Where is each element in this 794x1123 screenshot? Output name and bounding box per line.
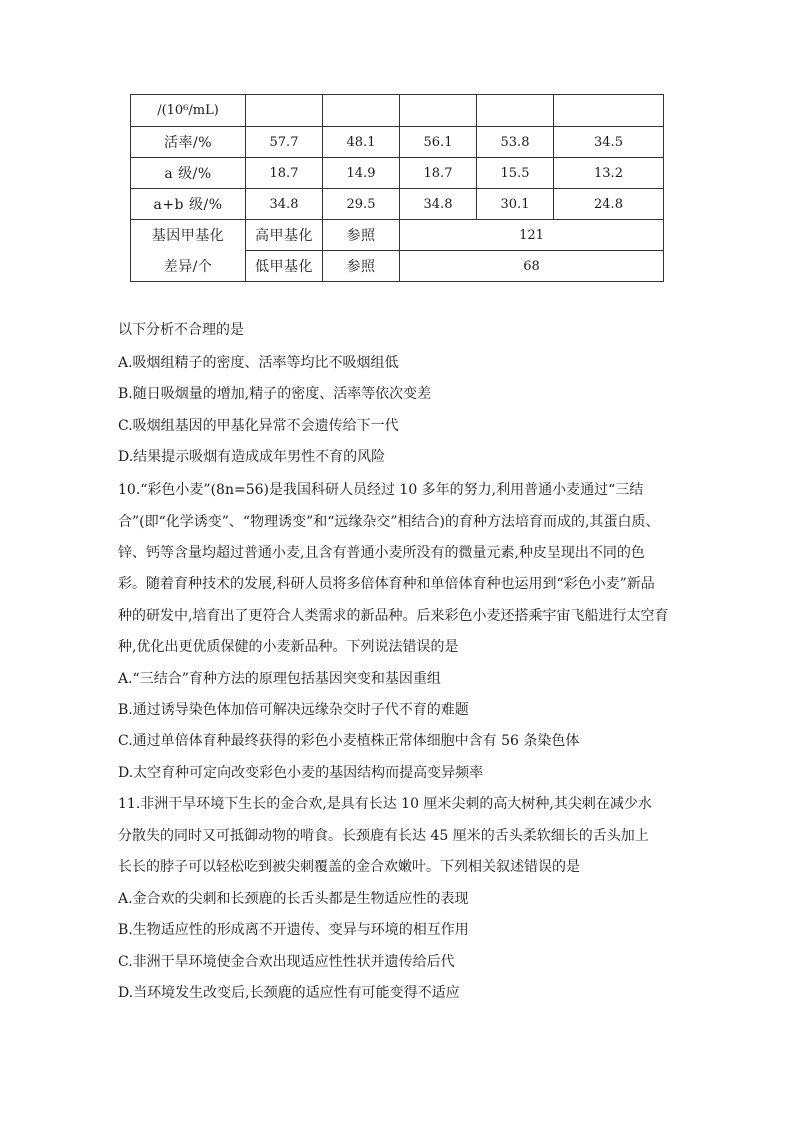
table-row-viability [131,127,664,158]
table-cell: 34.8 [246,189,323,220]
q10-stem-line: 锌、钙等含量均超过普通小麦,且含有普通小麦所没有的微量元素,种皮呈现出不同的色 [118,545,645,561]
table-cell: 15.5 [477,158,554,189]
q10-stem-line: 种,优化出更优质保健的小麦新品种。下列说法错误的是 [118,639,459,655]
row-label: a 级/% [131,158,246,189]
table-cell: 18.7 [246,158,323,189]
table-row-grade-ab [131,189,664,220]
table-cell: 53.8 [477,127,554,158]
q11-option-a: A.金合欢的尖刺和长颈鹿的长舌头都是生物适应性的表现 [118,891,469,907]
sperm-data-table [130,94,664,282]
table-cell: 57.7 [246,127,323,158]
table-cell: 参照 [323,220,400,251]
table-row-meth-low [131,251,664,282]
table-cell: 低甲基化 [246,251,323,282]
row-label: /(10⁶/mL) [131,95,246,127]
q10-stem-line: 合”(即“化学诱变”、“物理诱变”和“远缘杂交”相结合)的育种方法培育而成的,其蛋白质、 [118,514,660,530]
q10-option-c: C.通过单倍体育种最终获得的彩色小麦植株正常体细胞中含有 56 条染色体 [118,733,580,749]
q11-option-d: D.当环境发生改变后,长颈鹿的适应性有可能变得不适应 [118,985,460,1001]
q11-stem-line: 11.非洲干旱环境下生长的金合欢,是具有长达 10 厘米尖刺的高大树种,其尖刺在减少水 [118,796,652,812]
q10-option-d: D.太空育种可定向改变彩色小麦的基因结构而提高变异频率 [118,765,484,781]
q11-option-c: C.非洲干旱环境使金合欢出现适应性性状并遗传给后代 [118,954,455,970]
q10-stem-line: 彩。随着育种技术的发展,科研人员将多倍体育种和单倍体育种也运用到“彩色小麦”新品 [118,576,655,592]
q11-option-b: B.生物适应性的形成离不开遗传、变异与环境的相互作用 [118,922,469,938]
q10-option-b: B.通过诱导染色体加倍可解决远缘杂交时子代不育的难题 [118,702,469,718]
table-row-meth-high [131,220,664,251]
table-cell: 18.7 [400,158,477,189]
q9-stem: 以下分析不合理的是 [118,322,244,338]
q10-stem-line: 种的研发中,培育出了更符合人类需求的新品种。后来彩色小麦还搭乘宇宙飞船进行太空育 [118,608,669,624]
table-cell: 14.9 [323,158,400,189]
table-cell: 24.8 [554,189,664,220]
table-cell: 30.1 [477,189,554,220]
q9-option-b: B.随日吸烟量的增加,精子的密度、活率等依次变差 [118,386,432,402]
q9-option-d: D.结果提示吸烟有造成成年男性不育的风险 [118,449,386,465]
table-cell: 29.5 [323,189,400,220]
table-cell: 121 [400,220,664,251]
q11-stem-line: 分散失的同时又可抵御动物的啃食。长颈鹿有长达 45 厘米的舌头柔软细长的舌头加上 [118,828,649,844]
row-label: 差异/个 [131,251,246,282]
table-cell: 34.8 [400,189,477,220]
table-cell: 68 [400,251,664,282]
q9-option-a: A.吸烟组精子的密度、活率等均比不吸烟组低 [118,355,399,371]
q10-option-a: A.“三结合”育种方法的原理包括基因突变和基因重组 [118,671,441,687]
table-row-grade-a [131,158,664,189]
q9-option-c: C.吸烟组基因的甲基化异常不会遗传给下一代 [118,418,399,434]
table-row-density [131,95,664,127]
table-cell: 48.1 [323,127,400,158]
table-cell: 56.1 [400,127,477,158]
table-cell: 13.2 [554,158,664,189]
table-cell: 34.5 [554,127,664,158]
row-label: 基因甲基化 [131,220,246,251]
table-cell: 高甲基化 [246,220,323,251]
q11-stem-line: 长长的脖子可以轻松吃到被尖刺覆盖的金合欢嫩叶。下列相关叙述错误的是 [118,859,580,875]
table-cell: 参照 [323,251,400,282]
q10-stem-line: 10.“彩色小麦”(8n=56)是我国科研人员经过 10 多年的努力,利用普通小麦通过“三结 [118,482,644,498]
row-label: 活率/% [131,127,246,158]
row-label: a+b 级/% [131,189,246,220]
